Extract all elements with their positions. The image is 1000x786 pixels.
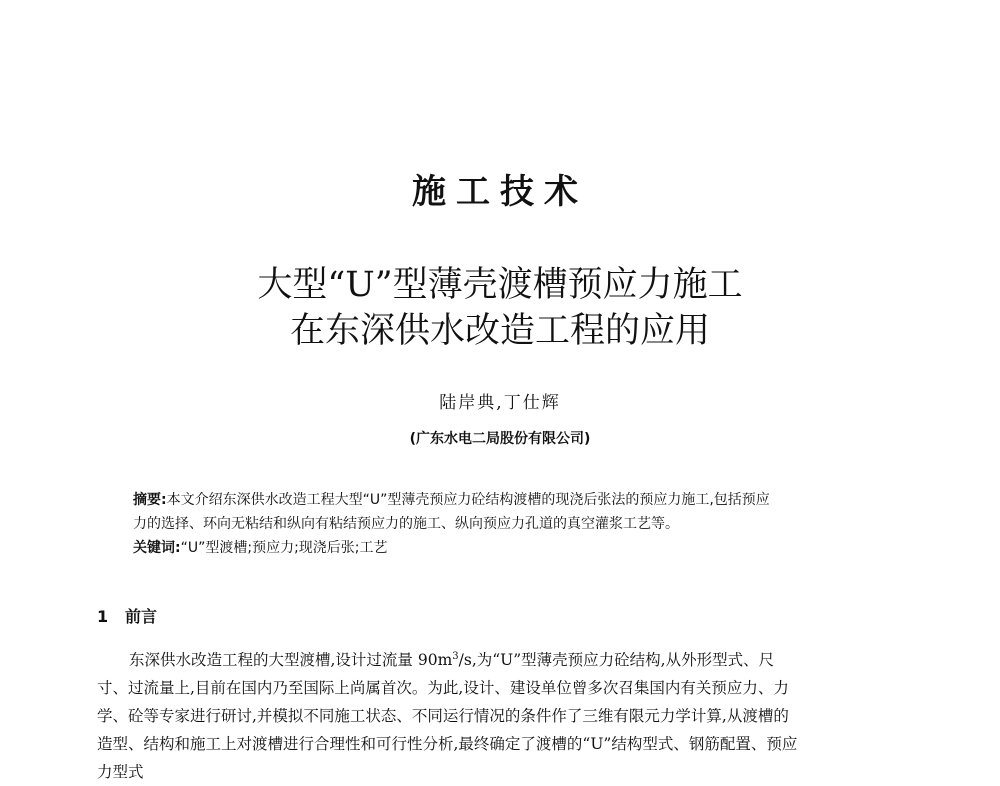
article-title (0, 262, 1000, 354)
body-line-1-a: 东深供水改造工程的大型渡槽,设计过流量 90m (129, 651, 453, 669)
body-line-1 (97, 646, 897, 674)
affiliation: (广东水电二局股份有限公司) (409, 431, 591, 447)
keywords-text: “U”型渡槽;预应力;现浇后张;工艺 (180, 540, 388, 556)
keywords-line (133, 536, 861, 560)
abstract-label: 摘要: (133, 492, 167, 508)
abstract (133, 488, 861, 560)
title-line-1: 大型“U”型薄壳渡槽预应力施工 (257, 265, 743, 305)
body-line-1-sup: 3 (452, 650, 459, 662)
authors: 陆岸典,丁仕辉 (439, 393, 561, 413)
abstract-text-1: 本文介绍东深供水改造工程大型“U”型薄壳预应力砼结构渡槽的现浇后张法的预应力施工,包括预应 (166, 492, 770, 508)
section-title: 前言 (125, 607, 158, 626)
body-line-3: 学、砼等专家进行研讨,并模拟不同施工状态、不同运行情况的条件作了三维有限元力学计算,从渡槽的 (97, 707, 789, 725)
abstract-line-1 (133, 488, 861, 512)
body-paragraph (97, 646, 897, 786)
keywords-label: 关键词: (133, 540, 181, 556)
section-number: 1 (97, 607, 109, 626)
body-line-1-b: /s,为“U”型薄壳预应力砼结构,从外形型式、尺 (458, 651, 775, 669)
section-heading: 施工技术 (412, 172, 588, 212)
abstract-line-2: 力的选择、环向无粘结和纵向有粘结预应力的施工、纵向预应力孔道的真空灌浆工艺等。 (133, 516, 679, 532)
body-line-4: 造型、结构和施工上对渡槽进行合理性和可行性分析,最终确定了渡槽的“U”结构型式、钢筋配置、预应 (97, 735, 798, 753)
section-1-heading (97, 604, 157, 627)
body-line-5: 力型式 (97, 763, 144, 781)
title-line-2: 在东深供水改造工程的应用 (289, 311, 710, 351)
body-line-2: 寸、过流量上,目前在国内乃至国际上尚属首次。为此,设计、建设单位曾多次召集国内有关预应力、力 (97, 679, 789, 697)
